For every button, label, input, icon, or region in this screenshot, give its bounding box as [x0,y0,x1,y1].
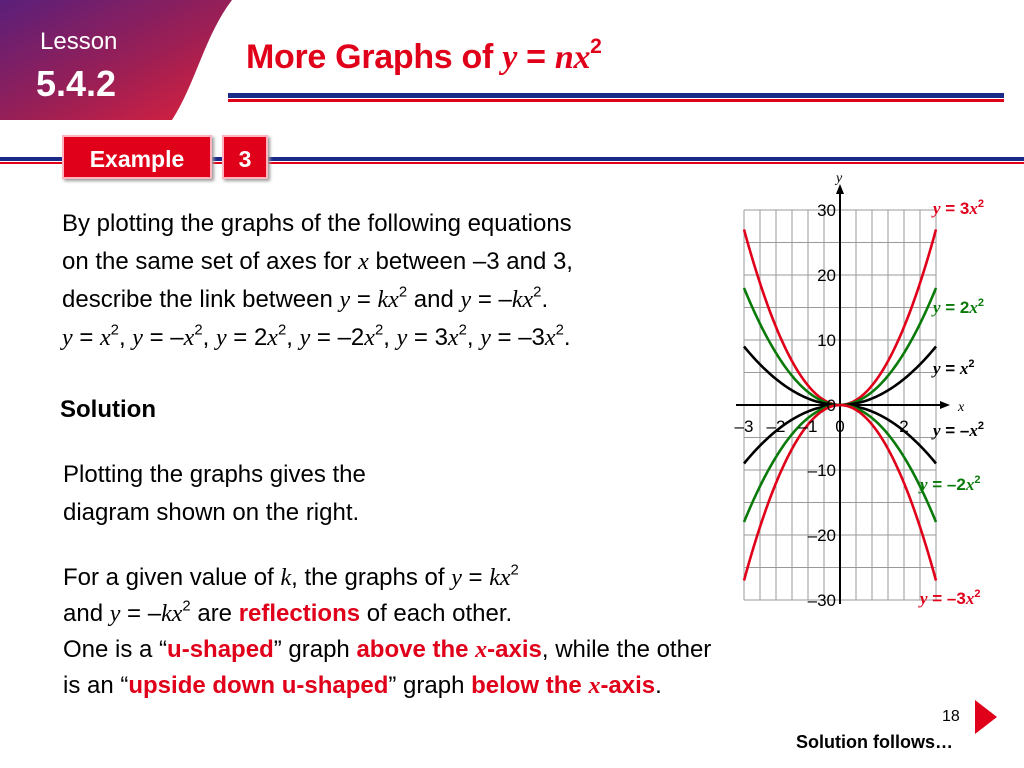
solution-p2-line-4: is an “upside down u-shaped” graph below the x-axis. [63,672,662,699]
y-tick-label: –20 [807,526,836,545]
page-number: 18 [942,708,960,725]
question-line-3: describe the link between $y = kx^2$ and $y = -kx^2$. [62,284,549,313]
x-tick-label: –1 [798,417,818,436]
equation-list: $y = x^2$, $y = -x^2$, $y = 2x^2$, $y = -2x^2$, $y = 3x^2$, $y = -3x^2$. [62,322,571,351]
question-line-1: By plotting the graphs of the following equations [62,210,572,237]
y-axis-label: y [836,171,843,186]
solution-paragraph-2 [63,560,711,704]
reflections-highlight: reflections [238,600,361,627]
x-tick-label: –3 [734,417,754,436]
curve-label: $y = -3x^2$ [920,588,981,608]
example-badge: Example [62,135,212,179]
curve-label: $y = 2x^2$ [933,297,985,317]
y-tick-label: 10 [817,331,836,350]
lesson-number: 5.4.2 [36,63,117,104]
x-tick-label: 0 [835,417,845,436]
question-text [62,205,573,357]
curve-label: $y = -x^2$ [933,420,985,440]
question-line-2: on the same set of axes for x between –3 and 3, [62,248,573,275]
x-axis-label: x [958,400,965,415]
curve-label: $y = -2x^2$ [920,474,981,494]
next-slide-arrow[interactable] [975,700,997,734]
solution-heading: Solution [60,396,156,423]
solution-p2-line-3: One is a “u-shaped” graph above the x-axis, while the other [63,636,712,663]
solution-p2-line-2: and $y = -kx^2$ are reflections of each other. [63,598,513,627]
solution-follows-link[interactable]: Solution follows… [796,732,953,752]
curve-label: $y = 3x^2$ [933,198,985,218]
parabola-chart [700,170,1024,610]
title-underline-red [228,99,1004,102]
title-underline [228,93,1004,98]
x-tick-label: 2 [899,417,909,436]
slide-title: More Graphs of $y = nx^2$ [246,34,602,76]
solution-paragraph-1 [63,456,366,532]
chart-axes [736,171,965,604]
y-tick-label: 20 [817,266,836,285]
y-tick-label: –30 [807,591,836,610]
solution-p1-line-1: Plotting the graphs gives the [63,461,366,488]
y-tick-label: 0 [826,396,836,415]
curve-label: $y = x^2$ [933,358,975,378]
x-tick-label: –2 [766,417,786,436]
lesson-label: Lesson [40,28,118,55]
y-tick-label: –10 [807,461,836,480]
solution-p2-line-1: For a given value of k, the graphs of $y = kx^2$ [63,562,519,591]
example-number: 3 [222,135,268,179]
x-axis-arrow [940,401,950,409]
solution-p1-line-2: diagram shown on the right. [63,499,360,526]
y-tick-label: 30 [817,201,836,220]
